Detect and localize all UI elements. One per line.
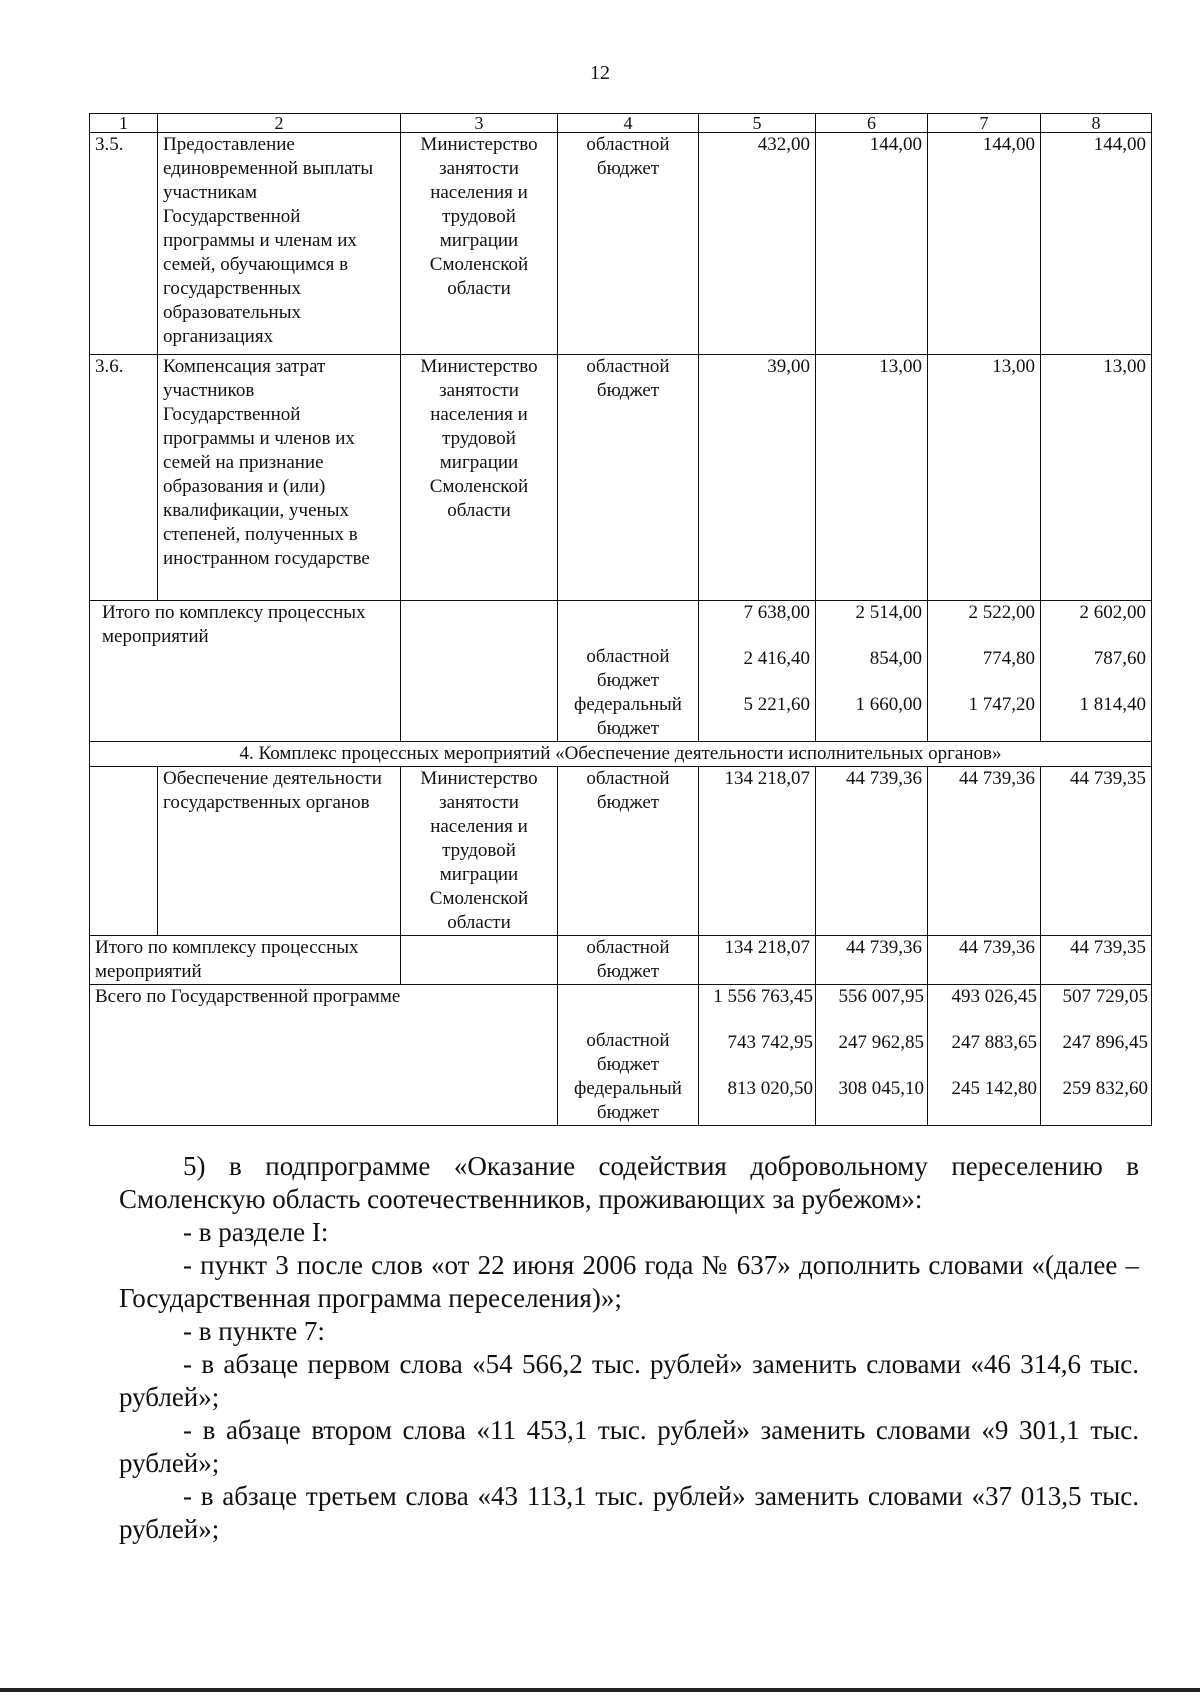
paragraph: - пункт 3 после слов «от 22 июня 2006 года № 637» дополнить словами «(далее – Государственная программа переселения)»; [119, 1250, 1139, 1313]
federal-value: 1 814,40 [1079, 694, 1146, 715]
value-year-1: 44 739,36 [816, 767, 928, 936]
total-value: 2 602,00 [1079, 602, 1146, 623]
regional-budget-label: областной бюджет [586, 646, 670, 691]
table-row [90, 355, 1152, 601]
federal-value: 5 221,60 [743, 694, 810, 715]
value-total: 432,00 [699, 133, 816, 355]
value-year-2: 13,00 [928, 355, 1041, 601]
subtotal-label: Итого по комплексу процессных мероприятий [90, 936, 401, 985]
funding-source: областной бюджет [558, 767, 699, 936]
regional-value: 2 416,40 [743, 648, 810, 669]
page-number: 12 [590, 62, 610, 84]
table-header-row [90, 114, 1152, 133]
grand-total-row [90, 985, 1152, 1126]
executor: Министерство занятости населения и трудовой миграции Смоленской области [401, 767, 558, 936]
paragraph: 5) в подпрограмме «Оказание содействия добровольному переселению в Смоленскую область соотечественников, проживающих за рубежом»: [119, 1151, 1139, 1214]
value-year-3-stack [1041, 985, 1152, 1126]
value-year-2-stack [928, 985, 1041, 1126]
regional-value: 787,60 [1093, 648, 1146, 669]
total-value: 507 729,05 [1062, 986, 1148, 1007]
row-number: 3.6. [90, 355, 158, 601]
subtotal-row [90, 601, 1152, 742]
federal-value: 259 832,60 [1062, 1078, 1148, 1099]
federal-value: 308 045,10 [838, 1078, 924, 1099]
regional-value: 774,80 [982, 648, 1035, 669]
paragraph: - в разделе I: [183, 1217, 329, 1247]
measure-name: Обеспечение деятельности государственных органов [158, 767, 401, 936]
total-value: 7 638,00 [743, 602, 810, 623]
regional-value: 743 742,95 [727, 1032, 813, 1053]
value-total-stack [699, 601, 816, 742]
paragraph: - в абзаце втором слова «11 453,1 тыс. рублей» заменить словами «9 301,1 тыс. рублей»; [119, 1415, 1139, 1478]
value-year-1: 44 739,36 [816, 936, 928, 985]
section-title: 4. Комплекс процессных мероприятий «Обеспечение деятельности исполнительных органов» [90, 742, 1152, 767]
header-cell: 5 [699, 114, 816, 133]
federal-budget-label: федеральный бюджет [574, 1078, 682, 1123]
total-value: 1 556 763,45 [713, 986, 813, 1007]
value-year-2-stack [928, 601, 1041, 742]
total-value: 556 007,95 [838, 986, 924, 1007]
federal-value: 1 660,00 [855, 694, 922, 715]
value-year-1: 13,00 [816, 355, 928, 601]
regional-value: 854,00 [869, 648, 922, 669]
header-cell: 3 [401, 114, 558, 133]
funding-source: областной бюджет [558, 355, 699, 601]
regional-budget-label: областной бюджет [586, 1030, 670, 1075]
empty-cell [401, 936, 558, 985]
funding-source: областной бюджет [558, 936, 699, 985]
value-total: 134 218,07 [699, 767, 816, 936]
executor: Министерство занятости населения и трудовой миграции Смоленской области [401, 355, 558, 601]
value-year-2: 44 739,36 [928, 936, 1041, 985]
funding-source-stack [558, 985, 699, 1126]
value-year-3: 44 739,35 [1041, 936, 1152, 985]
funding-source: областной бюджет [558, 133, 699, 355]
value-year-3-stack [1041, 601, 1152, 742]
paragraph: - в абзаце первом слова «54 566,2 тыс. рублей» заменить словами «46 314,6 тыс. рублей»; [119, 1349, 1139, 1412]
total-value: 2 514,00 [855, 602, 922, 623]
grand-total-label: Всего по Государственной программе [90, 985, 558, 1126]
value-total: 39,00 [699, 355, 816, 601]
paragraph: - в пункте 7: [183, 1316, 325, 1346]
value-year-3: 13,00 [1041, 355, 1152, 601]
header-cell: 6 [816, 114, 928, 133]
subtotal-label: Итого по комплексу процессных мероприятий [90, 601, 401, 742]
empty-cell [401, 601, 558, 742]
funding-source-stack [558, 601, 699, 742]
row-number: 3.5. [90, 133, 158, 355]
value-year-3: 44 739,35 [1041, 767, 1152, 936]
federal-value: 1 747,20 [968, 694, 1035, 715]
value-total: 134 218,07 [699, 936, 816, 985]
federal-value: 813 020,50 [727, 1078, 813, 1099]
body-text [119, 1150, 1139, 1546]
value-year-1: 144,00 [816, 133, 928, 355]
header-cell: 1 [90, 114, 158, 133]
section-title-row [90, 742, 1152, 767]
budget-table [89, 113, 1152, 1126]
page-bottom-edge [0, 1688, 1200, 1692]
header-cell: 8 [1041, 114, 1152, 133]
header-cell: 4 [558, 114, 699, 133]
table-row [90, 767, 1152, 936]
subtotal-row [90, 936, 1152, 985]
federal-budget-label: федеральный бюджет [574, 694, 682, 739]
measure-name: Компенсация затрат участников Государственной программы и членов их семей на признание образования и (или) квалификации, ученых степеней, полученных в иностранном государстве [158, 355, 401, 601]
regional-value: 247 896,45 [1062, 1032, 1148, 1053]
value-total-stack [699, 985, 816, 1126]
table-row [90, 133, 1152, 355]
value-year-1-stack [816, 985, 928, 1126]
total-value: 2 522,00 [968, 602, 1035, 623]
value-year-2: 144,00 [928, 133, 1041, 355]
regional-value: 247 962,85 [838, 1032, 924, 1053]
measure-name: Предоставление единовременной выплаты участникам Государственной программы и членам их семей, обучающимся в государственных образовательных организациях [158, 133, 401, 355]
value-year-3: 144,00 [1041, 133, 1152, 355]
executor: Министерство занятости населения и трудовой миграции Смоленской области [401, 133, 558, 355]
regional-value: 247 883,65 [951, 1032, 1037, 1053]
value-year-2: 44 739,36 [928, 767, 1041, 936]
federal-value: 245 142,80 [951, 1078, 1037, 1099]
row-number [90, 767, 158, 936]
total-value: 493 026,45 [951, 986, 1037, 1007]
header-cell: 2 [158, 114, 401, 133]
paragraph: - в абзаце третьем слова «43 113,1 тыс. рублей» заменить словами «37 013,5 тыс. рублей»; [119, 1481, 1139, 1544]
header-cell: 7 [928, 114, 1041, 133]
value-year-1-stack [816, 601, 928, 742]
